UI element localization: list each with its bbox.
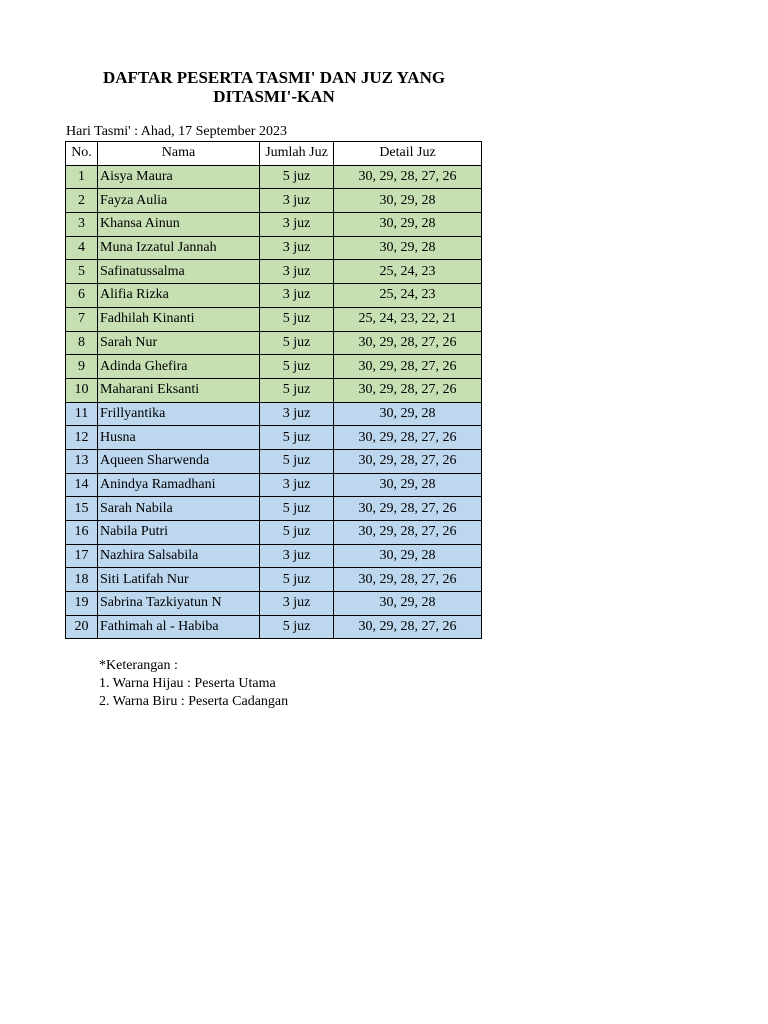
table-row [66,189,482,213]
cell-no: 2 [66,189,98,213]
cell-no: 6 [66,284,98,308]
note-green: 1. Warna Hijau : Peserta Utama [99,676,276,691]
cell-detail-juz: 30, 29, 28 [334,189,482,213]
cell-no: 9 [66,355,98,379]
cell-nama: Sarah Nur [98,331,260,355]
cell-jumlah-juz: 5 juz [260,331,334,355]
cell-jumlah-juz: 3 juz [260,592,334,616]
cell-detail-juz: 30, 29, 28, 27, 26 [334,449,482,473]
table-row [66,378,482,402]
cell-detail-juz: 30, 29, 28 [334,592,482,616]
cell-detail-juz: 25, 24, 23, 22, 21 [334,307,482,331]
header-nama: Nama [98,142,260,166]
table-row [66,236,482,260]
cell-jumlah-juz: 5 juz [260,615,334,639]
cell-detail-juz: 30, 29, 28, 27, 26 [334,331,482,355]
cell-no: 5 [66,260,98,284]
table-header-row [66,142,482,166]
cell-jumlah-juz: 5 juz [260,165,334,189]
cell-nama: Fayza Aulia [98,189,260,213]
cell-jumlah-juz: 5 juz [260,355,334,379]
cell-jumlah-juz: 5 juz [260,307,334,331]
table-row [66,568,482,592]
cell-nama: Anindya Ramadhani [98,473,260,497]
cell-jumlah-juz: 5 juz [260,378,334,402]
cell-detail-juz: 30, 29, 28, 27, 26 [334,426,482,450]
cell-jumlah-juz: 3 juz [260,473,334,497]
cell-no: 18 [66,568,98,592]
cell-jumlah-juz: 3 juz [260,284,334,308]
cell-no: 16 [66,521,98,545]
tasmi-date: Hari Tasmi' : Ahad, 17 September 2023 [66,124,287,139]
cell-detail-juz: 30, 29, 28, 27, 26 [334,355,482,379]
cell-nama: Aqueen Sharwenda [98,449,260,473]
cell-no: 19 [66,592,98,616]
cell-jumlah-juz: 5 juz [260,426,334,450]
header-no: No. [66,142,98,166]
header-detail-juz: Detail Juz [334,142,482,166]
cell-no: 8 [66,331,98,355]
cell-jumlah-juz: 5 juz [260,449,334,473]
cell-detail-juz: 30, 29, 28 [334,213,482,237]
table-row [66,307,482,331]
cell-detail-juz: 30, 29, 28, 27, 26 [334,615,482,639]
table-row [66,284,482,308]
note-blue: 2. Warna Biru : Peserta Cadangan [99,694,289,709]
cell-nama: Muna Izzatul Jannah [98,236,260,260]
table-row [66,473,482,497]
table-row [66,449,482,473]
cell-nama: Alifia Rizka [98,284,260,308]
cell-detail-juz: 30, 29, 28 [334,236,482,260]
cell-detail-juz: 30, 29, 28, 27, 26 [334,497,482,521]
cell-jumlah-juz: 3 juz [260,189,334,213]
table-row [66,165,482,189]
table-row [66,615,482,639]
cell-jumlah-juz: 5 juz [260,497,334,521]
cell-detail-juz: 30, 29, 28 [334,544,482,568]
cell-no: 15 [66,497,98,521]
table-row [66,331,482,355]
cell-detail-juz: 30, 29, 28 [334,402,482,426]
cell-nama: Sabrina Tazkiyatun N [98,592,260,616]
cell-no: 14 [66,473,98,497]
cell-detail-juz: 30, 29, 28, 27, 26 [334,378,482,402]
cell-jumlah-juz: 3 juz [260,544,334,568]
table-row [66,355,482,379]
table-body [66,165,482,639]
table-row [66,213,482,237]
cell-nama: Safinatussalma [98,260,260,284]
cell-nama: Aisya Maura [98,165,260,189]
cell-no: 17 [66,544,98,568]
table-row [66,592,482,616]
cell-nama: Nazhira Salsabila [98,544,260,568]
cell-no: 3 [66,213,98,237]
cell-nama: Sarah Nabila [98,497,260,521]
legend-notes [99,657,288,711]
cell-detail-juz: 30, 29, 28, 27, 26 [334,521,482,545]
cell-nama: Husna [98,426,260,450]
cell-detail-juz: 25, 24, 23 [334,260,482,284]
cell-no: 10 [66,378,98,402]
header-jumlah-juz: Jumlah Juz [260,142,334,166]
cell-jumlah-juz: 3 juz [260,260,334,284]
notes-heading: *Keterangan : [99,658,178,673]
cell-nama: Adinda Ghefira [98,355,260,379]
participant-table [65,141,482,639]
cell-no: 13 [66,449,98,473]
cell-detail-juz: 25, 24, 23 [334,284,482,308]
table-row [66,260,482,284]
cell-jumlah-juz: 3 juz [260,402,334,426]
cell-detail-juz: 30, 29, 28, 27, 26 [334,165,482,189]
cell-nama: Nabila Putri [98,521,260,545]
cell-no: 12 [66,426,98,450]
table-row [66,544,482,568]
cell-detail-juz: 30, 29, 28, 27, 26 [334,568,482,592]
table-row [66,497,482,521]
cell-nama: Maharani Eksanti [98,378,260,402]
cell-nama: Fathimah al - Habiba [98,615,260,639]
cell-jumlah-juz: 3 juz [260,213,334,237]
cell-no: 1 [66,165,98,189]
document-title: DAFTAR PESERTA TASMI' DAN JUZ YANG DITASMI'-KAN [102,68,446,106]
cell-jumlah-juz: 3 juz [260,236,334,260]
cell-nama: Khansa Ainun [98,213,260,237]
table-row [66,402,482,426]
cell-jumlah-juz: 5 juz [260,568,334,592]
cell-no: 20 [66,615,98,639]
cell-detail-juz: 30, 29, 28 [334,473,482,497]
table-row [66,521,482,545]
table-row [66,426,482,450]
cell-jumlah-juz: 5 juz [260,521,334,545]
cell-no: 7 [66,307,98,331]
cell-no: 11 [66,402,98,426]
cell-nama: Frillyantika [98,402,260,426]
cell-no: 4 [66,236,98,260]
cell-nama: Siti Latifah Nur [98,568,260,592]
cell-nama: Fadhilah Kinanti [98,307,260,331]
